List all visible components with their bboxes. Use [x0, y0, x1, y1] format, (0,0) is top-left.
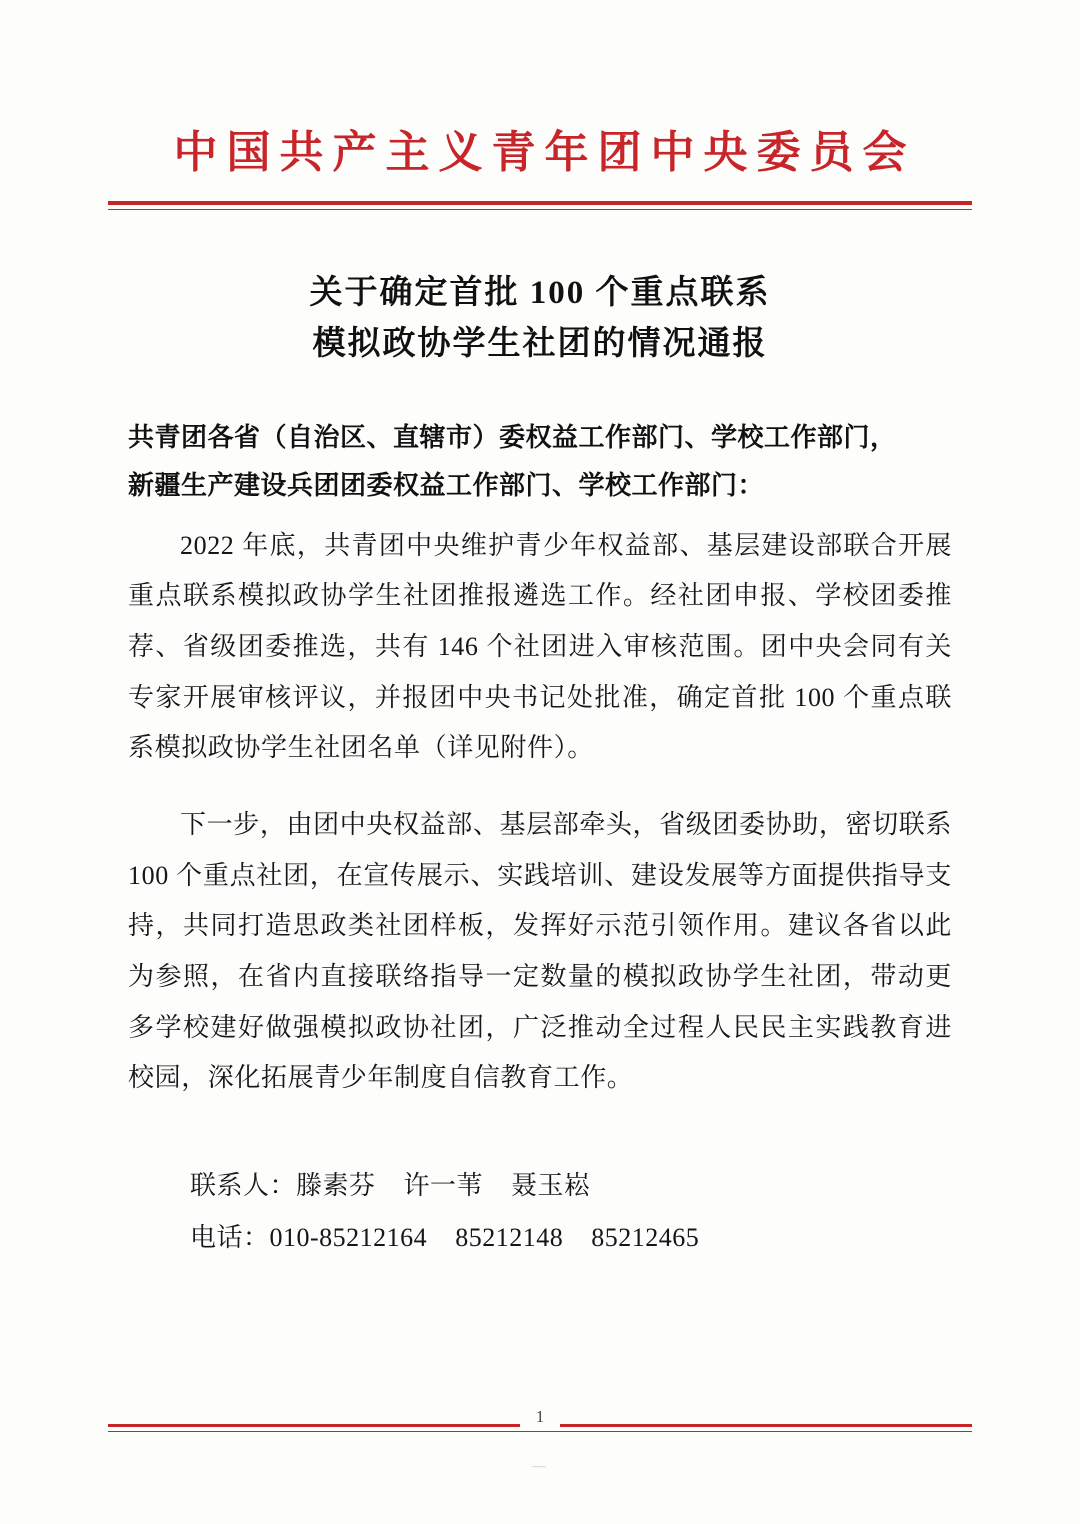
document-title-line-2: 模拟政协学生社团的情况通报	[312, 326, 768, 363]
addressee-line-1: 共青团各省（自治区、直辖市）委权益工作部门、学校工作部门，	[128, 423, 897, 453]
document-title	[0, 268, 1080, 370]
masthead-rule-thin	[108, 209, 972, 211]
issuing-organization: 中国共产主义青年团中央委员会	[173, 128, 916, 177]
body-paragraph-2: 下一步，由团中央权益部、基层部牵头，省级团委协助，密切联系 100 个重点社团，在宣传展示、实践培训、建设发展等方面提供指导支持，共同打造思政类社团样板，发挥好示范引领作用。建议各省以此为参照，在省内直接联络指导一定数量的模拟政协学生社团，带动更多学校建好做强模拟政协社团，广泛推动全过程人民民主实践教育进校园，深化拓展青少年制度自信教育工作。	[128, 810, 952, 1093]
masthead	[0, 128, 1080, 179]
contact-person-1: 滕素芬	[296, 1171, 376, 1201]
document-title-line-1: 关于确定首批 100 个重点联系	[309, 275, 771, 312]
contact-person-3: 聂玉崧	[511, 1171, 591, 1201]
contact-phone-1: 010-85212164	[269, 1223, 428, 1253]
addressee-line-2: 新疆生产建设兵团团委权益工作部门、学校工作部门：	[128, 471, 765, 501]
contact-block	[190, 1160, 952, 1264]
masthead-rule	[0, 201, 1080, 211]
contact-phone-line	[190, 1212, 952, 1264]
body-paragraph-1: 2022 年底，共青团中央维护青少年权益部、基层建设部联合开展重点联系模拟政协学生社团推报遴选工作。经社团申报、学校团委推荐、省级团委推选，共有 146 个社团进入审核范围。团中央会同有关专家开展审核评议，并报团中央书记处批准，确定首批 100 个重点联系模拟政协学生社团名单（详见附件）。	[128, 530, 952, 763]
page-number: 1	[520, 1407, 560, 1427]
contact-people-label: 联系人：	[190, 1171, 297, 1201]
footer-rule-thin	[108, 1431, 972, 1432]
masthead-rule-thick	[108, 201, 972, 205]
contact-phone-2: 85212148	[455, 1223, 564, 1253]
contact-phone-label: 电话：	[190, 1223, 270, 1253]
contact-person-2: 许一苇	[403, 1171, 484, 1201]
page-footer	[108, 1406, 972, 1473]
contact-phone-3: 85212465	[591, 1223, 700, 1253]
footer-mark: —	[532, 1457, 548, 1473]
contact-people-line	[190, 1160, 952, 1212]
addressee-block	[128, 414, 952, 510]
document-body	[128, 414, 952, 1104]
